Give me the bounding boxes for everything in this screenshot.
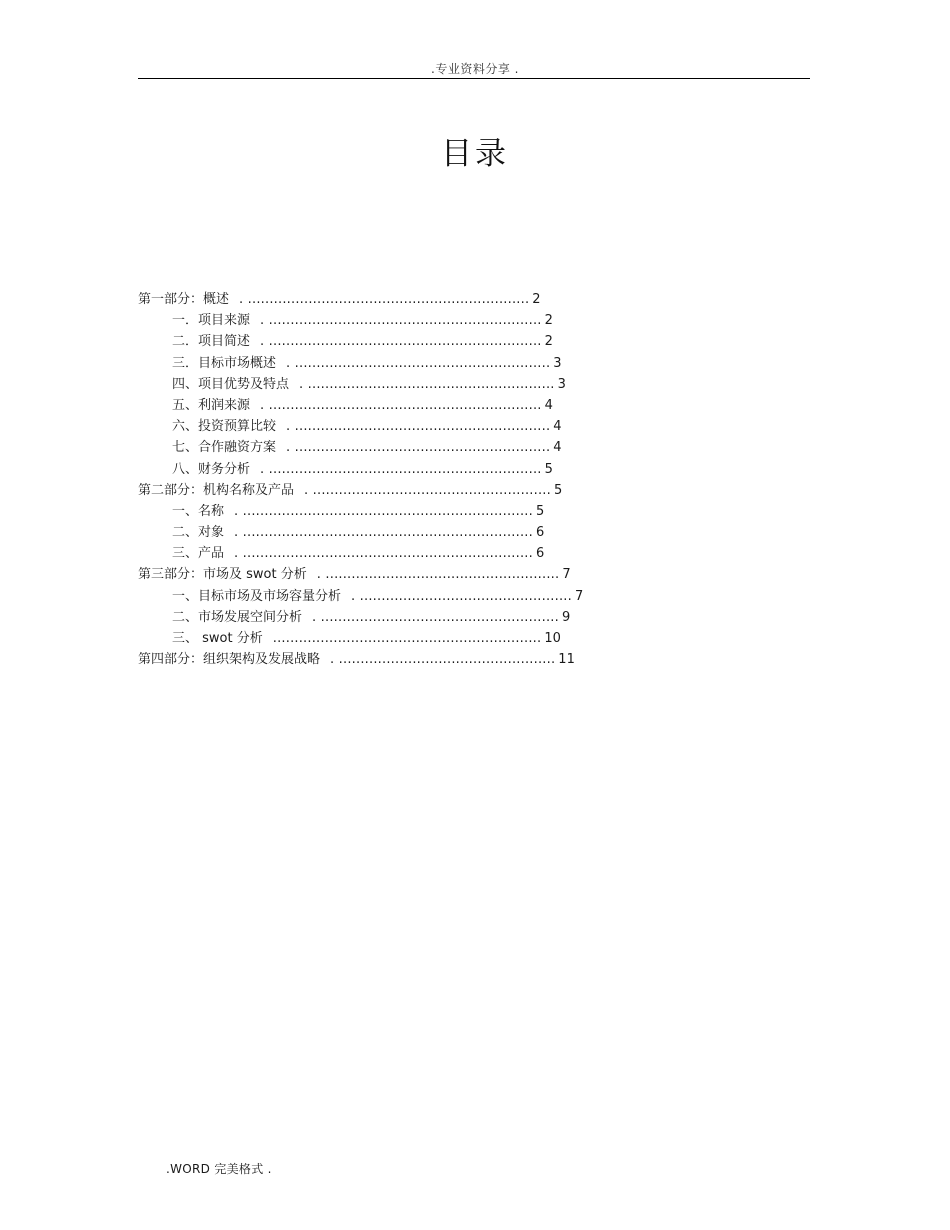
toc-section-entry[interactable]	[138, 501, 698, 522]
toc-page-number: 6	[535, 546, 545, 562]
toc-page-number: 2	[544, 334, 553, 350]
toc-page-number: 3	[557, 376, 566, 392]
toc-section-entry[interactable]	[138, 310, 698, 331]
toc-dot-leader: . ...................................................................	[234, 525, 533, 541]
toc-dot-leader: . .......................................................	[312, 609, 559, 625]
toc-section-entry[interactable]	[138, 437, 698, 458]
toc-page-number: 4	[553, 440, 562, 456]
table-of-contents	[138, 289, 698, 670]
toc-part-entry[interactable]	[138, 564, 698, 585]
toc-section-entry[interactable]	[138, 416, 698, 437]
toc-entry-label: 第三部分：市场及 swot 分析	[138, 567, 307, 583]
toc-section-entry[interactable]	[138, 374, 698, 395]
toc-dot-leader: . .................................................	[351, 588, 572, 604]
toc-dot-leader: . .........................................................	[299, 376, 555, 392]
toc-section-entry[interactable]	[138, 331, 698, 352]
toc-dot-leader: . ...............................................................	[260, 461, 542, 477]
toc-page-number: 5	[553, 482, 563, 498]
toc-page-number: 7	[574, 588, 584, 604]
toc-dot-leader: . ...............................................................	[260, 334, 542, 350]
toc-dot-leader: . ...................................................................	[234, 503, 533, 519]
toc-section-entry[interactable]	[138, 459, 698, 480]
toc-entry-label: 六、投资预算比较	[172, 419, 277, 435]
toc-page-number: 7	[562, 567, 571, 583]
toc-section-entry[interactable]	[138, 543, 698, 564]
page-header: .专业资料分享 .	[431, 62, 519, 76]
toc-dot-leader: . ...........................................................	[286, 355, 551, 371]
toc-dot-leader: . .......................................................	[304, 482, 551, 498]
toc-entry-label: 第一部分：概述	[138, 292, 230, 307]
toc-part-entry[interactable]	[138, 480, 698, 501]
page-title: 目录	[441, 136, 509, 172]
toc-page-number: 2	[544, 313, 553, 329]
toc-entry-label: 二、对象	[172, 525, 225, 541]
toc-dot-leader: . .................................................................	[239, 292, 530, 307]
toc-entry-label: 七、合作融资方案	[172, 440, 277, 456]
toc-page-number: 5	[535, 503, 545, 519]
toc-dot-leader: . ...............................................................	[260, 397, 542, 413]
toc-entry-label: 三、产品	[172, 546, 225, 562]
toc-dot-leader: . ..................................................	[330, 652, 556, 668]
toc-part-entry[interactable]	[138, 649, 698, 670]
toc-section-entry[interactable]	[138, 353, 698, 374]
toc-dot-leader: . ...........................................................	[286, 419, 551, 435]
toc-page-number: 4	[553, 419, 562, 435]
toc-entry-label: 二、市场发展空间分析	[172, 609, 303, 625]
toc-entry-label: 一、目标市场及市场容量分析	[172, 588, 342, 604]
toc-page-number: 6	[535, 525, 545, 541]
header-rule	[138, 78, 810, 79]
toc-entry-label: 三、 swot 分析	[172, 631, 263, 646]
toc-entry-label: 五、利润来源	[172, 397, 251, 413]
toc-entry-label: 八、财务分析	[172, 461, 251, 477]
toc-dot-leader: ..............................................................	[272, 631, 542, 646]
toc-part-entry[interactable]	[138, 289, 698, 310]
toc-entry-label: 第二部分：机构名称及产品	[138, 482, 295, 498]
toc-entry-label: 三．目标市场概述	[172, 355, 277, 371]
toc-section-entry[interactable]	[138, 607, 698, 628]
toc-section-entry[interactable]	[138, 586, 698, 607]
toc-entry-label: 一、名称	[172, 503, 225, 519]
toc-dot-leader: . ...........................................................	[286, 440, 551, 456]
toc-page-number: 11	[558, 652, 575, 668]
toc-section-entry[interactable]	[138, 522, 698, 543]
toc-entry-label: 第四部分：组织架构及发展战略	[138, 652, 321, 668]
toc-page-number: 4	[544, 397, 553, 413]
toc-entry-label: 一．项目来源	[172, 313, 251, 329]
toc-page-number: 2	[532, 292, 541, 307]
toc-page-number: 10	[544, 631, 561, 646]
toc-dot-leader: . ......................................................	[316, 567, 560, 583]
toc-section-entry[interactable]	[138, 395, 698, 416]
toc-entry-label: 二．项目简述	[172, 334, 251, 350]
toc-section-entry[interactable]	[138, 628, 698, 649]
toc-page-number: 9	[561, 609, 571, 625]
toc-dot-leader: . ...................................................................	[234, 546, 533, 562]
toc-dot-leader: . ...............................................................	[260, 313, 542, 329]
toc-page-number: 3	[553, 355, 562, 371]
toc-page-number: 5	[544, 461, 553, 477]
page-footer: .WORD 完美格式 .	[166, 1162, 272, 1176]
toc-entry-label: 四、项目优势及特点	[172, 376, 290, 392]
